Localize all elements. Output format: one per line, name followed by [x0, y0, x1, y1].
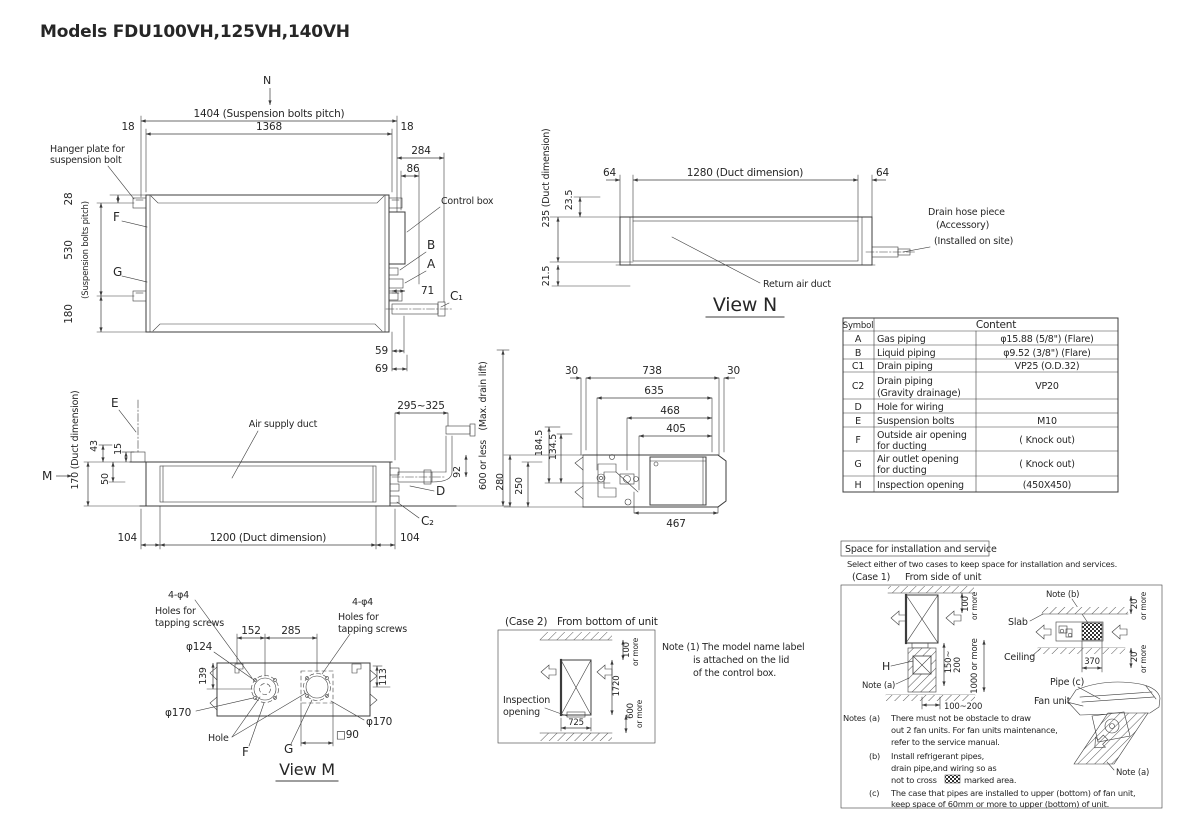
- note-b-line3-post: marked area.: [964, 775, 1017, 785]
- dim-150: 150~: [944, 650, 954, 674]
- note-b-label: Note (b): [1046, 590, 1080, 600]
- dim-30-right: 30: [727, 365, 740, 377]
- tapping-left-size: 4-φ4: [168, 590, 189, 601]
- cell-name-2: for ducting: [877, 465, 927, 476]
- dim-467: 467: [666, 518, 686, 530]
- return-air-duct-label: Return air duct: [763, 279, 831, 290]
- dim-20-top-or-more: or more: [1139, 591, 1148, 621]
- cell-name: Suspension bolts: [877, 416, 955, 427]
- case1-slab-diagram: [1004, 590, 1148, 673]
- cell-content: φ9.52 (3/8") (Flare): [1003, 348, 1091, 359]
- dim-1280: 1280 (Duct dimension): [686, 167, 804, 179]
- callout-e: E: [111, 396, 119, 410]
- dim-600: 600: [626, 703, 636, 719]
- view-m: [155, 590, 407, 781]
- drain-hose-label-1: Drain hose piece: [928, 207, 1005, 218]
- dim-100-case1: 100: [961, 596, 971, 612]
- table-row-b: [855, 348, 1091, 359]
- callout-f: F: [113, 210, 120, 224]
- view-n: [541, 128, 1013, 317]
- case2-subtitle: From bottom of unit: [557, 616, 658, 628]
- table-row-a: [855, 334, 1094, 345]
- dim-1000-or-more: 1000 or more: [970, 638, 980, 694]
- cell-symbol: D: [854, 402, 862, 413]
- slab-label: Slab: [1008, 617, 1028, 628]
- dim-284: 284: [411, 145, 431, 157]
- note-b-line2: drain pipe,and wiring so as: [891, 763, 997, 773]
- hanger-plate-label-2: suspension bolt: [50, 155, 122, 166]
- dim-405: 405: [666, 423, 686, 435]
- table-row-f: [855, 430, 1074, 452]
- note-a-line3: refer to the service manual.: [891, 737, 1000, 747]
- dim-295-325: 295~325: [397, 400, 445, 412]
- dim-152: 152: [241, 625, 261, 637]
- note-b-line1: Install refrigerant pipes,: [891, 751, 985, 761]
- dim-285: 285: [281, 625, 301, 637]
- inspection-opening-label-1: Inspection: [503, 695, 551, 706]
- control-box-label: Control box: [441, 196, 494, 207]
- cell-symbol: C1: [851, 361, 865, 372]
- cell-name: Drain piping: [877, 361, 933, 372]
- table-row-e: [855, 416, 1057, 427]
- hole-label: Hole: [208, 733, 229, 744]
- note1-line2: is attached on the lid: [693, 655, 790, 666]
- dim-30-left: 30: [565, 365, 578, 377]
- cell-name-2: for ducting: [877, 441, 927, 452]
- dim-59: 59: [375, 345, 388, 357]
- drain-hose-label-3: (Installed on site): [934, 236, 1014, 247]
- dim-71: 71: [421, 285, 434, 297]
- note-a-index: (a): [869, 713, 880, 723]
- dim-170: 170 (Duct dimension): [70, 390, 81, 490]
- note-c-index: (c): [869, 788, 880, 798]
- dim-28: 28: [63, 192, 75, 206]
- north-label: N: [263, 74, 272, 87]
- note-a-line1: There must not be obstacle to draw: [891, 713, 1031, 723]
- cell-content: VP20: [1035, 381, 1059, 392]
- dim-18-right: 18: [400, 121, 414, 133]
- symbol-table: [843, 318, 1118, 492]
- dim-530-note: (Suspension bolts pitch): [81, 201, 91, 299]
- table-row-g: [854, 454, 1074, 476]
- cell-symbol: E: [855, 416, 861, 427]
- m-label: M: [42, 469, 53, 483]
- cell-content: ( Knock out): [1019, 435, 1075, 446]
- installation-section: [841, 541, 1162, 809]
- callout-f-viewm: F: [242, 745, 249, 759]
- cell-name: Liquid piping: [877, 348, 936, 359]
- dim-20-bottom: 20: [1130, 651, 1140, 663]
- cell-name-2: (Gravity drainage): [877, 388, 961, 399]
- dim-1720: 1720: [612, 675, 622, 697]
- dim-64-left: 64: [603, 167, 616, 179]
- cell-symbol: C2: [851, 381, 865, 392]
- dim-21-5: 21.5: [541, 265, 552, 287]
- dim-104-left: 104: [117, 532, 137, 544]
- dim-113: 113: [378, 668, 389, 686]
- note-a-label: Note (a): [862, 681, 896, 691]
- side-view: [42, 350, 509, 549]
- dim-64-right: 64: [876, 167, 889, 179]
- callout-g: G: [113, 265, 123, 279]
- notes-label: Notes: [843, 713, 866, 723]
- install-intro: Select either of two cases to keep space for installation and services.: [847, 559, 1117, 569]
- tapping-left-label-1: Holes for: [155, 606, 196, 617]
- cell-name: Air outlet opening: [877, 454, 959, 465]
- cell-content: M10: [1037, 416, 1057, 427]
- dim-250: 250: [514, 477, 525, 495]
- ceiling-label: Ceiling: [1004, 652, 1036, 663]
- install-box-title: Space for installation and service: [845, 544, 997, 555]
- dim-468: 468: [660, 405, 680, 417]
- view-m-caption: View M: [279, 760, 335, 779]
- dim-100-200: 100~200: [944, 702, 983, 712]
- dim-100-or-more-case1: or more: [970, 591, 979, 621]
- dim-235: 235 (Duct dimension): [541, 128, 552, 228]
- inspection-opening-label-2: opening: [503, 707, 540, 718]
- dim-530: 530: [63, 240, 75, 260]
- dim-20-bottom-or-more: or more: [1139, 644, 1148, 674]
- note-a2-label: Note (a): [1116, 768, 1150, 778]
- note-b-index: (b): [869, 751, 880, 761]
- cell-content: ( Knock out): [1019, 459, 1075, 470]
- view-n-caption: View N: [712, 294, 778, 316]
- dim-280: 280: [495, 473, 506, 491]
- dim-max-drain-lift: (Max. drain lift): [478, 361, 489, 431]
- callout-a: A: [427, 257, 436, 271]
- dim-phi170-left: φ170: [165, 707, 192, 719]
- dim-139: 139: [198, 667, 209, 685]
- dim-1200: 1200 (Duct dimension): [209, 532, 327, 544]
- dim-86: 86: [406, 163, 420, 175]
- front-view: [50, 74, 494, 375]
- callout-g-viewm: G: [284, 742, 294, 756]
- case1-side-diagram: [862, 586, 984, 712]
- note-c-line1: The case that pipes are installed to upper (bottom) of fan unit,: [891, 788, 1136, 798]
- dim-600-or-less: 600 or less: [478, 439, 489, 491]
- dim-phi124: φ124: [186, 641, 213, 653]
- table-header-content: Content: [975, 319, 1017, 331]
- note1-line3: of the control box.: [693, 668, 777, 679]
- dim-20-top: 20: [1130, 598, 1140, 610]
- case1-subtitle: From side of unit: [905, 572, 982, 583]
- cell-name: Gas piping: [877, 334, 926, 345]
- dim-92: 92: [452, 466, 463, 478]
- tapping-right-label-1: Holes for: [338, 612, 379, 623]
- cell-name: Outside air opening: [877, 430, 967, 441]
- case2-diagram: [498, 616, 658, 743]
- dim-100-or-more: or more: [631, 637, 640, 667]
- table-row-c1: [852, 361, 1079, 372]
- tapping-right-label-2: tapping screws: [338, 624, 407, 635]
- cell-content: φ15.88 (5/8") (Flare): [1000, 334, 1094, 345]
- dim-184-5: 184.5: [534, 429, 545, 457]
- cell-symbol: B: [854, 348, 862, 359]
- dim-134-5: 134.5: [548, 433, 559, 461]
- dim-phi170-right: φ170: [366, 716, 393, 728]
- cell-symbol: G: [854, 459, 862, 470]
- pipe-c-label: Pipe (c): [1050, 677, 1085, 688]
- dim-43: 43: [89, 440, 100, 452]
- dim-200: 200: [953, 657, 963, 673]
- dim-725: 725: [568, 718, 584, 728]
- cell-name: Inspection opening: [877, 480, 964, 491]
- cell-symbol: F: [855, 435, 861, 446]
- cell-symbol: A: [854, 334, 862, 345]
- dim-100: 100: [622, 642, 632, 658]
- cell-symbol: H: [854, 480, 862, 491]
- table-row-h: [855, 480, 1072, 491]
- cell-name: Hole for wiring: [877, 402, 944, 413]
- dim-180: 180: [63, 304, 75, 324]
- note-a-line2: out 2 fan units. For fan units maintenance,: [891, 725, 1058, 735]
- note1-line1: Note (1) The model name label: [662, 642, 805, 653]
- page-title: Models FDU100VH,125VH,140VH: [40, 22, 350, 42]
- case2-title: (Case 2): [505, 616, 548, 628]
- dim-635: 635: [644, 385, 664, 397]
- fan-unit-label: Fan unit: [1034, 696, 1071, 707]
- callout-b: B: [427, 238, 436, 252]
- dim-1368: 1368: [256, 121, 282, 133]
- tapping-right-size: 4-φ4: [352, 597, 373, 608]
- dim-15: 15: [113, 443, 124, 455]
- end-view: [495, 365, 740, 530]
- table-row-c2: [852, 376, 1059, 399]
- hanger-plate-label-1: Hanger plate for: [50, 144, 125, 155]
- air-supply-duct-label: Air supply duct: [248, 419, 318, 430]
- dim-23-5: 23.5: [564, 189, 575, 211]
- note-1: [662, 642, 804, 679]
- table-row-d: [854, 402, 943, 413]
- tapping-left-label-2: tapping screws: [155, 618, 224, 629]
- dim-370: 370: [1084, 657, 1100, 667]
- dim-18-left: 18: [121, 121, 135, 133]
- callout-c1: C₁: [450, 289, 463, 303]
- note-c-line2: keep space of 60mm or more to upper (bottom) of unit.: [891, 799, 1109, 809]
- dim-90: □90: [336, 729, 359, 741]
- table-header-symbol: Symbol: [842, 321, 874, 331]
- case1-title: (Case 1): [852, 572, 891, 583]
- cell-content: VP25 (O.D.32): [1014, 361, 1080, 372]
- callout-h: H: [882, 660, 891, 673]
- drain-hose-label-2: (Accessory): [936, 220, 990, 231]
- dim-69: 69: [375, 363, 388, 375]
- dim-1404: 1404 (Suspension bolts pitch): [193, 108, 345, 120]
- dim-738: 738: [642, 365, 662, 377]
- callout-c2: C₂: [421, 514, 434, 528]
- checker-swatch: [945, 775, 960, 783]
- dim-600-or-more: or more: [635, 699, 644, 729]
- callout-d: D: [436, 484, 446, 498]
- dim-50: 50: [100, 473, 111, 485]
- note-b-line3-pre: not to cross: [891, 775, 937, 785]
- cell-name: Drain piping: [877, 376, 933, 387]
- cell-content: (450X450): [1022, 480, 1072, 491]
- dim-104-right: 104: [400, 532, 420, 544]
